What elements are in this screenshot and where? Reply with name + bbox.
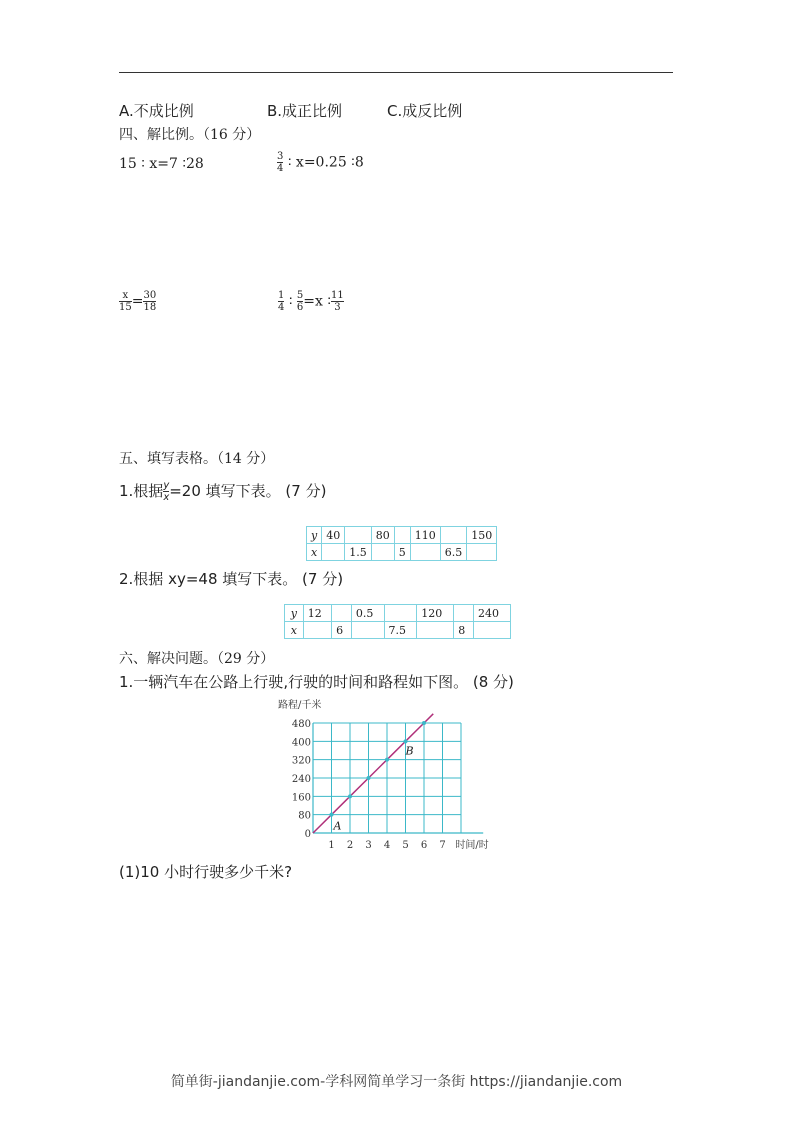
table-cell[interactable] [332, 605, 352, 622]
table-cell: 6.5 [440, 544, 467, 561]
table-cell[interactable] [473, 622, 510, 639]
y-tick-label: 160 [291, 792, 311, 804]
table-row [285, 622, 511, 639]
option-a: A.不成比例 [119, 102, 194, 120]
table-cell[interactable] [417, 622, 454, 639]
point-label: B [405, 744, 414, 758]
x-axis-label: 时间/时 [455, 840, 489, 851]
x-tick-label: 4 [383, 840, 391, 851]
table-cell: 80 [371, 527, 394, 544]
sub-question-1: (1)10 小时行驶多少千米? [119, 863, 293, 881]
y-axis-label: 路程/千米 [278, 700, 322, 711]
x-tick-label: 1 [328, 840, 335, 851]
table-cell: 0.5 [351, 605, 384, 622]
section5-title: 五、填写表格。（14 分） [119, 451, 275, 467]
y-tick-label: 240 [291, 774, 311, 785]
table-cell: 6 [332, 622, 352, 639]
table-cell: 1.5 [345, 544, 372, 561]
x-tick-label: 2 [346, 840, 354, 851]
table-cell: 240 [473, 605, 510, 622]
table-cell: 150 [467, 527, 497, 544]
table-cell: 12 [303, 605, 331, 622]
row-header: y [307, 527, 322, 544]
x-tick-label: 5 [402, 840, 409, 851]
table-cell: 7.5 [384, 622, 417, 639]
data-point [404, 739, 408, 743]
option-b: B.成正比例 [267, 102, 343, 120]
x-tick-label: 3 [365, 840, 372, 851]
table-cell[interactable] [351, 622, 384, 639]
table-cell: 110 [410, 527, 440, 544]
table-cell[interactable] [345, 527, 372, 544]
equation-2: $\frac{3}{4}$ ∶ x=0.25 ∶8 [277, 151, 364, 174]
row-header: y [285, 605, 304, 622]
y-tick-label: 480 [291, 719, 311, 730]
table-cell[interactable] [322, 544, 345, 561]
table-row [307, 544, 497, 561]
y-tick-label: 320 [291, 755, 311, 767]
table-cell[interactable] [371, 544, 394, 561]
table-cell[interactable] [303, 622, 331, 639]
distance-time-chart [270, 695, 510, 855]
table-cell: 120 [417, 605, 454, 622]
x-tick-label: 6 [420, 840, 428, 851]
top-rule [119, 72, 673, 73]
table-cell: 40 [322, 527, 345, 544]
table-cell[interactable] [384, 605, 417, 622]
table-cell[interactable] [410, 544, 440, 561]
table-cell: 8 [454, 622, 474, 639]
table-xy [284, 604, 511, 639]
table-cell[interactable] [394, 527, 410, 544]
section4-title: 四、解比例。（16 分） [119, 127, 261, 143]
footer: 简单街-jiandanjie.com-学科网简单学习一条街 https://jiandanjie.com [170, 1074, 623, 1090]
table-cell[interactable] [467, 544, 497, 561]
y-tick-label: 0 [304, 829, 311, 840]
table-cell[interactable] [440, 527, 467, 544]
section6-q1: 1.一辆汽车在公路上行驶,行驶的时间和路程如下图。 (8 分) [119, 673, 514, 691]
point-label: A [333, 819, 342, 833]
x-tick-label: 7 [439, 840, 446, 851]
table-cell[interactable] [454, 605, 474, 622]
data-point [348, 794, 352, 798]
table-row [285, 605, 511, 622]
row-header: x [285, 622, 304, 639]
section6-title: 六、解决问题。（29 分） [119, 651, 275, 667]
y-tick-label: 400 [291, 737, 311, 749]
equation-3: $\frac{x}{15}$ = $\frac{30}{18}$ [119, 290, 157, 313]
option-c: C.成反比例 [387, 102, 463, 120]
equation-4: $\frac{1}{4}$ ∶ $\frac{5}{6}$ =x ∶ $\frac{11}{3}$ [278, 290, 344, 313]
table-cell: 5 [394, 544, 410, 561]
data-point [330, 813, 334, 817]
data-point [385, 758, 389, 762]
y-tick-label: 80 [298, 810, 311, 822]
table-row [307, 527, 497, 544]
section5-q1: 1.根据 $\frac{y}{x}$ =20 填写下表。 (7 分) [119, 480, 327, 503]
data-point [422, 721, 426, 725]
row-header: x [307, 544, 322, 561]
data-point [367, 776, 371, 780]
equation-1: 15 ∶ x=7 ∶28 [119, 156, 204, 172]
table-y-over-x [306, 526, 497, 561]
section5-q2: 2.根据 xy=48 填写下表。 (7 分) [119, 570, 344, 588]
